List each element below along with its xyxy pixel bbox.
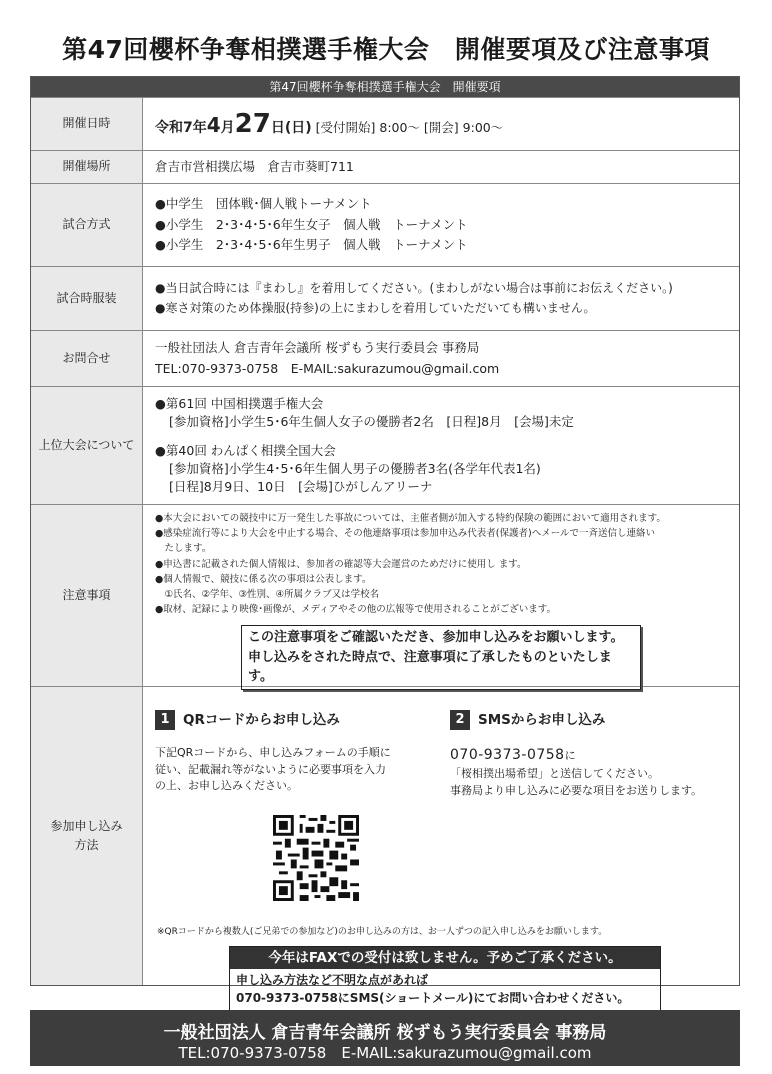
sms-apply-heading: SMSからお申し込み: [478, 712, 606, 728]
row-notes: [31, 504, 739, 686]
date-day: 27: [234, 108, 271, 139]
date-month-unit: 月: [220, 119, 235, 136]
row-contact: [31, 330, 739, 386]
date-times: [受付開始] 8:00～ [開会] 9:00～: [315, 119, 504, 135]
row-format: [31, 183, 739, 266]
row-date: [31, 97, 739, 150]
qr-apply-body: の上、お申し込みください。: [155, 779, 298, 793]
row-apply: [31, 686, 739, 1006]
row-label-date: 開催日時: [31, 98, 143, 150]
row-label-dress: 試合時服装: [31, 267, 143, 330]
row-label-place: 開催場所: [31, 151, 143, 183]
format-line: ●小学生 2･3･4･5･6年生女子 個人戦 トーナメント: [155, 216, 468, 232]
row-dress: [31, 266, 739, 330]
upper-event-2-detail: [参加資格]小学生4･5･6年生個人男子の優勝者3名(各学年代表1名): [169, 461, 541, 477]
fax-notice-box: [229, 946, 661, 1011]
format-line: ●中学生 団体戦･個人戦トーナメント: [155, 196, 372, 212]
row-label-format: 試合方式: [31, 184, 143, 266]
note-line: ①氏名、②学年、③性別、④所属クラブ又は学校名: [155, 588, 380, 600]
place-text: 倉吉市営相撲広場 倉吉市葵町711: [155, 158, 354, 174]
note-line: ●本大会においての競技中に万一発生した事故については、主催者側が加入する特約保険の範囲において適用されます。: [155, 513, 666, 524]
date-weekday: (日): [284, 119, 312, 136]
apply-label-1: 参加申し込み: [50, 818, 123, 833]
row-label-upper: 上位大会について: [31, 387, 143, 504]
note-line: ●申込書に記載された個人情報は、参加者の確認等大会運営のためだけに使用し ます。: [155, 558, 527, 570]
footer: [30, 1010, 740, 1066]
note-line: ●個人情報で、競技に係る次の事項は公表します。: [155, 573, 372, 585]
sms-number-suffix: に: [564, 749, 576, 763]
format-line: ●小学生 2･3･4･5･6年生男子 個人戦 トーナメント: [155, 237, 468, 253]
fax-notice-line: 申し込み方法など不明な点があれば: [236, 973, 429, 988]
qr-code-icon[interactable]: [273, 815, 359, 901]
notice-box: [241, 625, 641, 690]
contact-org: 一般社団法人 倉吉青年会議所 桜ずもう実行委員会 事務局: [155, 339, 480, 355]
fax-notice-heading: 今年はFAXでの受付は致しません。予めご了承ください。: [230, 947, 660, 969]
row-label-contact: お問合せ: [31, 331, 143, 386]
sms-apply-body: 「桜相撲出場希望」と送信してください。: [450, 767, 659, 781]
sms-apply-body: 事務局より申し込みに必要な項目をお送りします。: [450, 783, 703, 797]
qr-apply-body: 下記QRコードから、申し込みフォームの手順に: [155, 746, 391, 760]
table-header: 第47回櫻杯争奪相撲選手権大会 開催要項: [31, 77, 739, 97]
date-month: 4: [206, 112, 221, 137]
upper-event-1: ●第61回 中国相撲選手権大会: [155, 395, 324, 411]
qr-multiple-note: ※QRコードから複数人(ご兄弟での参加など)のお申し込みの方は、お一人ずつの記入申し込みをお願いします。: [157, 927, 608, 938]
contact-tel-mail: TEL:070-9373-0758 E-MAIL:sakurazumou@gmail.com: [155, 360, 500, 376]
date-day-unit: 日: [270, 119, 285, 136]
sms-number[interactable]: 070-9373-0758: [450, 747, 565, 764]
info-table: [30, 76, 740, 1006]
dress-line: ●当日試合時には『まわし』を着用してください。(まわしがない場合は事前にお伝えください。): [155, 280, 673, 295]
row-label-notes: 注意事項: [31, 505, 143, 686]
upper-event-2: ●第40回 わんぱく相撲全国大会: [155, 442, 336, 458]
row-upper: [31, 386, 739, 504]
date-era: 令和7年: [155, 119, 207, 136]
note-line: たします。: [155, 543, 212, 555]
sms-apply-section: [450, 709, 735, 907]
upper-event-2-detail: [日程]8月9日、10日 [会場]ひがしんアリーナ: [169, 479, 433, 495]
row-place: [31, 150, 739, 183]
row-label-apply: [31, 687, 143, 985]
footer-contact: TEL:070-9373-0758 E-MAIL:sakurazumou@gmail.com: [178, 1044, 592, 1062]
dress-line: ●寒さ対策のため体操服(持参)の上にまわしを着用していただいても構いません。: [155, 300, 596, 315]
qr-apply-section: [155, 709, 440, 907]
qr-apply-body: 従い、記載漏れ等がないように必要事項を入力: [155, 762, 386, 776]
note-line: ●感染症流行等により大会を中止する場合、その他連絡事項は参加申込み代表者(保護者)へメールで一斉送信し連絡い: [155, 528, 656, 540]
note-line: ●取材、記録により映像･画像が、メディアやその他の広報等で使用されることがございます。: [155, 604, 557, 616]
apply-label-2: 方法: [74, 838, 99, 852]
notice-line: 申し込みをされた時点で、注意事項に了承したものといたします。: [248, 649, 612, 685]
step-number-1: 1: [155, 710, 175, 730]
event-date: [155, 103, 727, 146]
footer-org: 一般社団法人 倉吉青年会議所 桜ずもう実行委員会 事務局: [163, 1023, 607, 1043]
page-title: 第47回櫻杯争奪相撲選手権大会 開催要項及び注意事項: [62, 35, 710, 64]
upper-event-1-detail: [参加資格]小学生5･6年生個人女子の優勝者2名 [日程]8月 [会場]未定: [169, 413, 574, 429]
qr-apply-heading: QRコードからお申し込み: [183, 712, 340, 728]
notice-line: この注意事項をご確認いただき、参加申し込みをお願いします。: [248, 630, 624, 646]
step-number-2: 2: [450, 710, 470, 730]
fax-notice-line: 070-9373-0758にSMS(ショートメール)にてお問い合わせください。: [236, 991, 630, 1006]
